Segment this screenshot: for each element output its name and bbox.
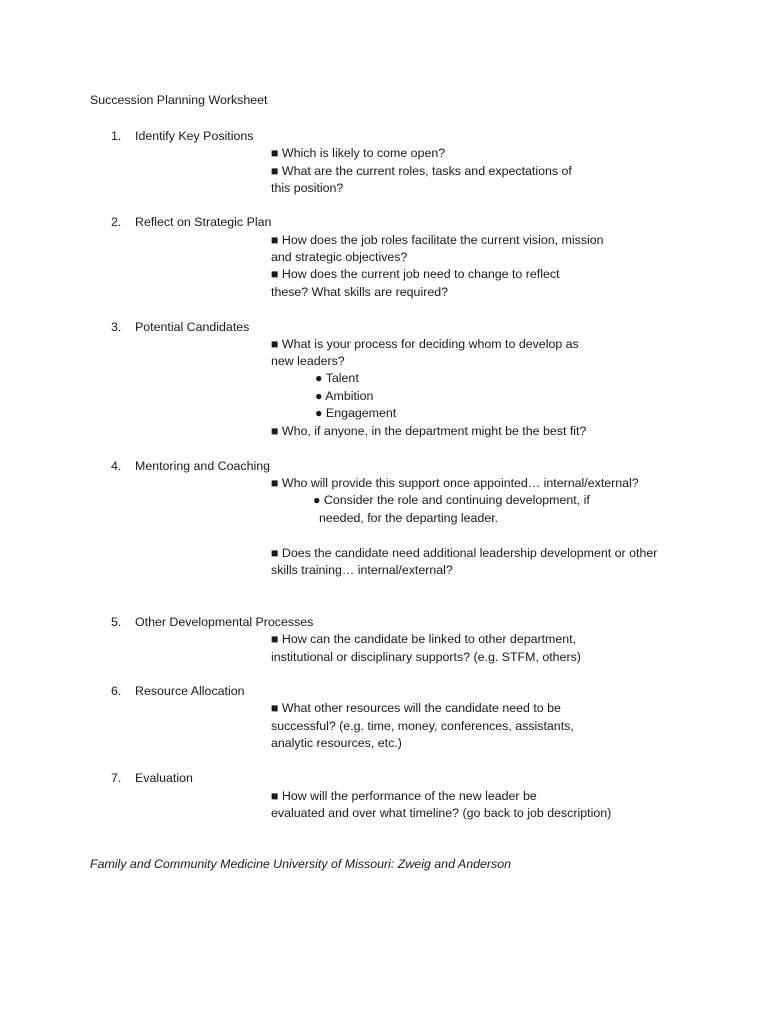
section-detail-line: ■ What is your process for deciding whom to develop as [271,337,579,351]
bullet-item: ● Consider the role and continuing development, if [313,493,590,507]
section-detail-line: these? What skills are required? [271,285,448,299]
section-detail-line: successful? (e.g. time, money, conferences, assistants, [271,719,574,733]
section-detail-line: skills training… internal/external? [271,563,453,577]
section-detail-line: ■ How does the current job need to change to reflect [271,267,560,281]
section-number: 3. [111,320,122,334]
section-detail-line: this position? [271,181,344,195]
section-detail-line: ■ How does the job roles facilitate the current vision, mission [271,233,604,247]
page-title: Succession Planning Worksheet [90,93,268,107]
footer-attribution: Family and Community Medicine University of Missouri: Zweig and Anderson [90,857,511,871]
section-heading: Other Developmental Processes [135,615,314,629]
section-detail-line: and strategic objectives? [271,250,408,264]
section-detail-line: ■ Does the candidate need additional leadership development or other [271,546,658,560]
section-heading: Evaluation [135,771,193,785]
section-detail-line: new leaders? [271,354,345,368]
section-heading: Identify Key Positions [135,129,254,143]
section-number: 4. [111,459,122,473]
section-detail-line: evaluated and over what timeline? (go back to job description) [271,806,612,820]
section-detail-line: ■ Who, if anyone, in the department might be the best fit? [271,424,587,438]
section-detail-line: analytic resources, etc.) [271,736,402,750]
section-detail-line: ■ What other resources will the candidate need to be [271,701,561,715]
section-detail-line: institutional or disciplinary supports? (e.g. STFM, others) [271,650,581,664]
section-detail-line: ■ What are the current roles, tasks and expectations of [271,164,572,178]
section-number: 6. [111,684,122,698]
section-detail-line: ■ Which is likely to come open? [271,146,446,160]
section-detail-line: ■ How can the candidate be linked to other department, [271,632,577,646]
section-number: 2. [111,215,122,229]
section-number: 7. [111,771,122,785]
bullet-item-continuation: needed, for the departing leader. [319,511,499,525]
section-detail-line: ■ How will the performance of the new leader be [271,789,537,803]
bullet-item: ● Engagement [315,406,397,420]
section-heading: Potential Candidates [135,320,250,334]
section-number: 1. [111,129,122,143]
bullet-item: ● Ambition [315,389,374,403]
section-detail-line: ■ Who will provide this support once appointed… internal/external? [271,476,639,490]
section-heading: Reflect on Strategic Plan [135,215,272,229]
section-number: 5. [111,615,122,629]
section-heading: Mentoring and Coaching [135,459,271,473]
bullet-item: ● Talent [315,371,359,385]
section-heading: Resource Allocation [135,684,245,698]
